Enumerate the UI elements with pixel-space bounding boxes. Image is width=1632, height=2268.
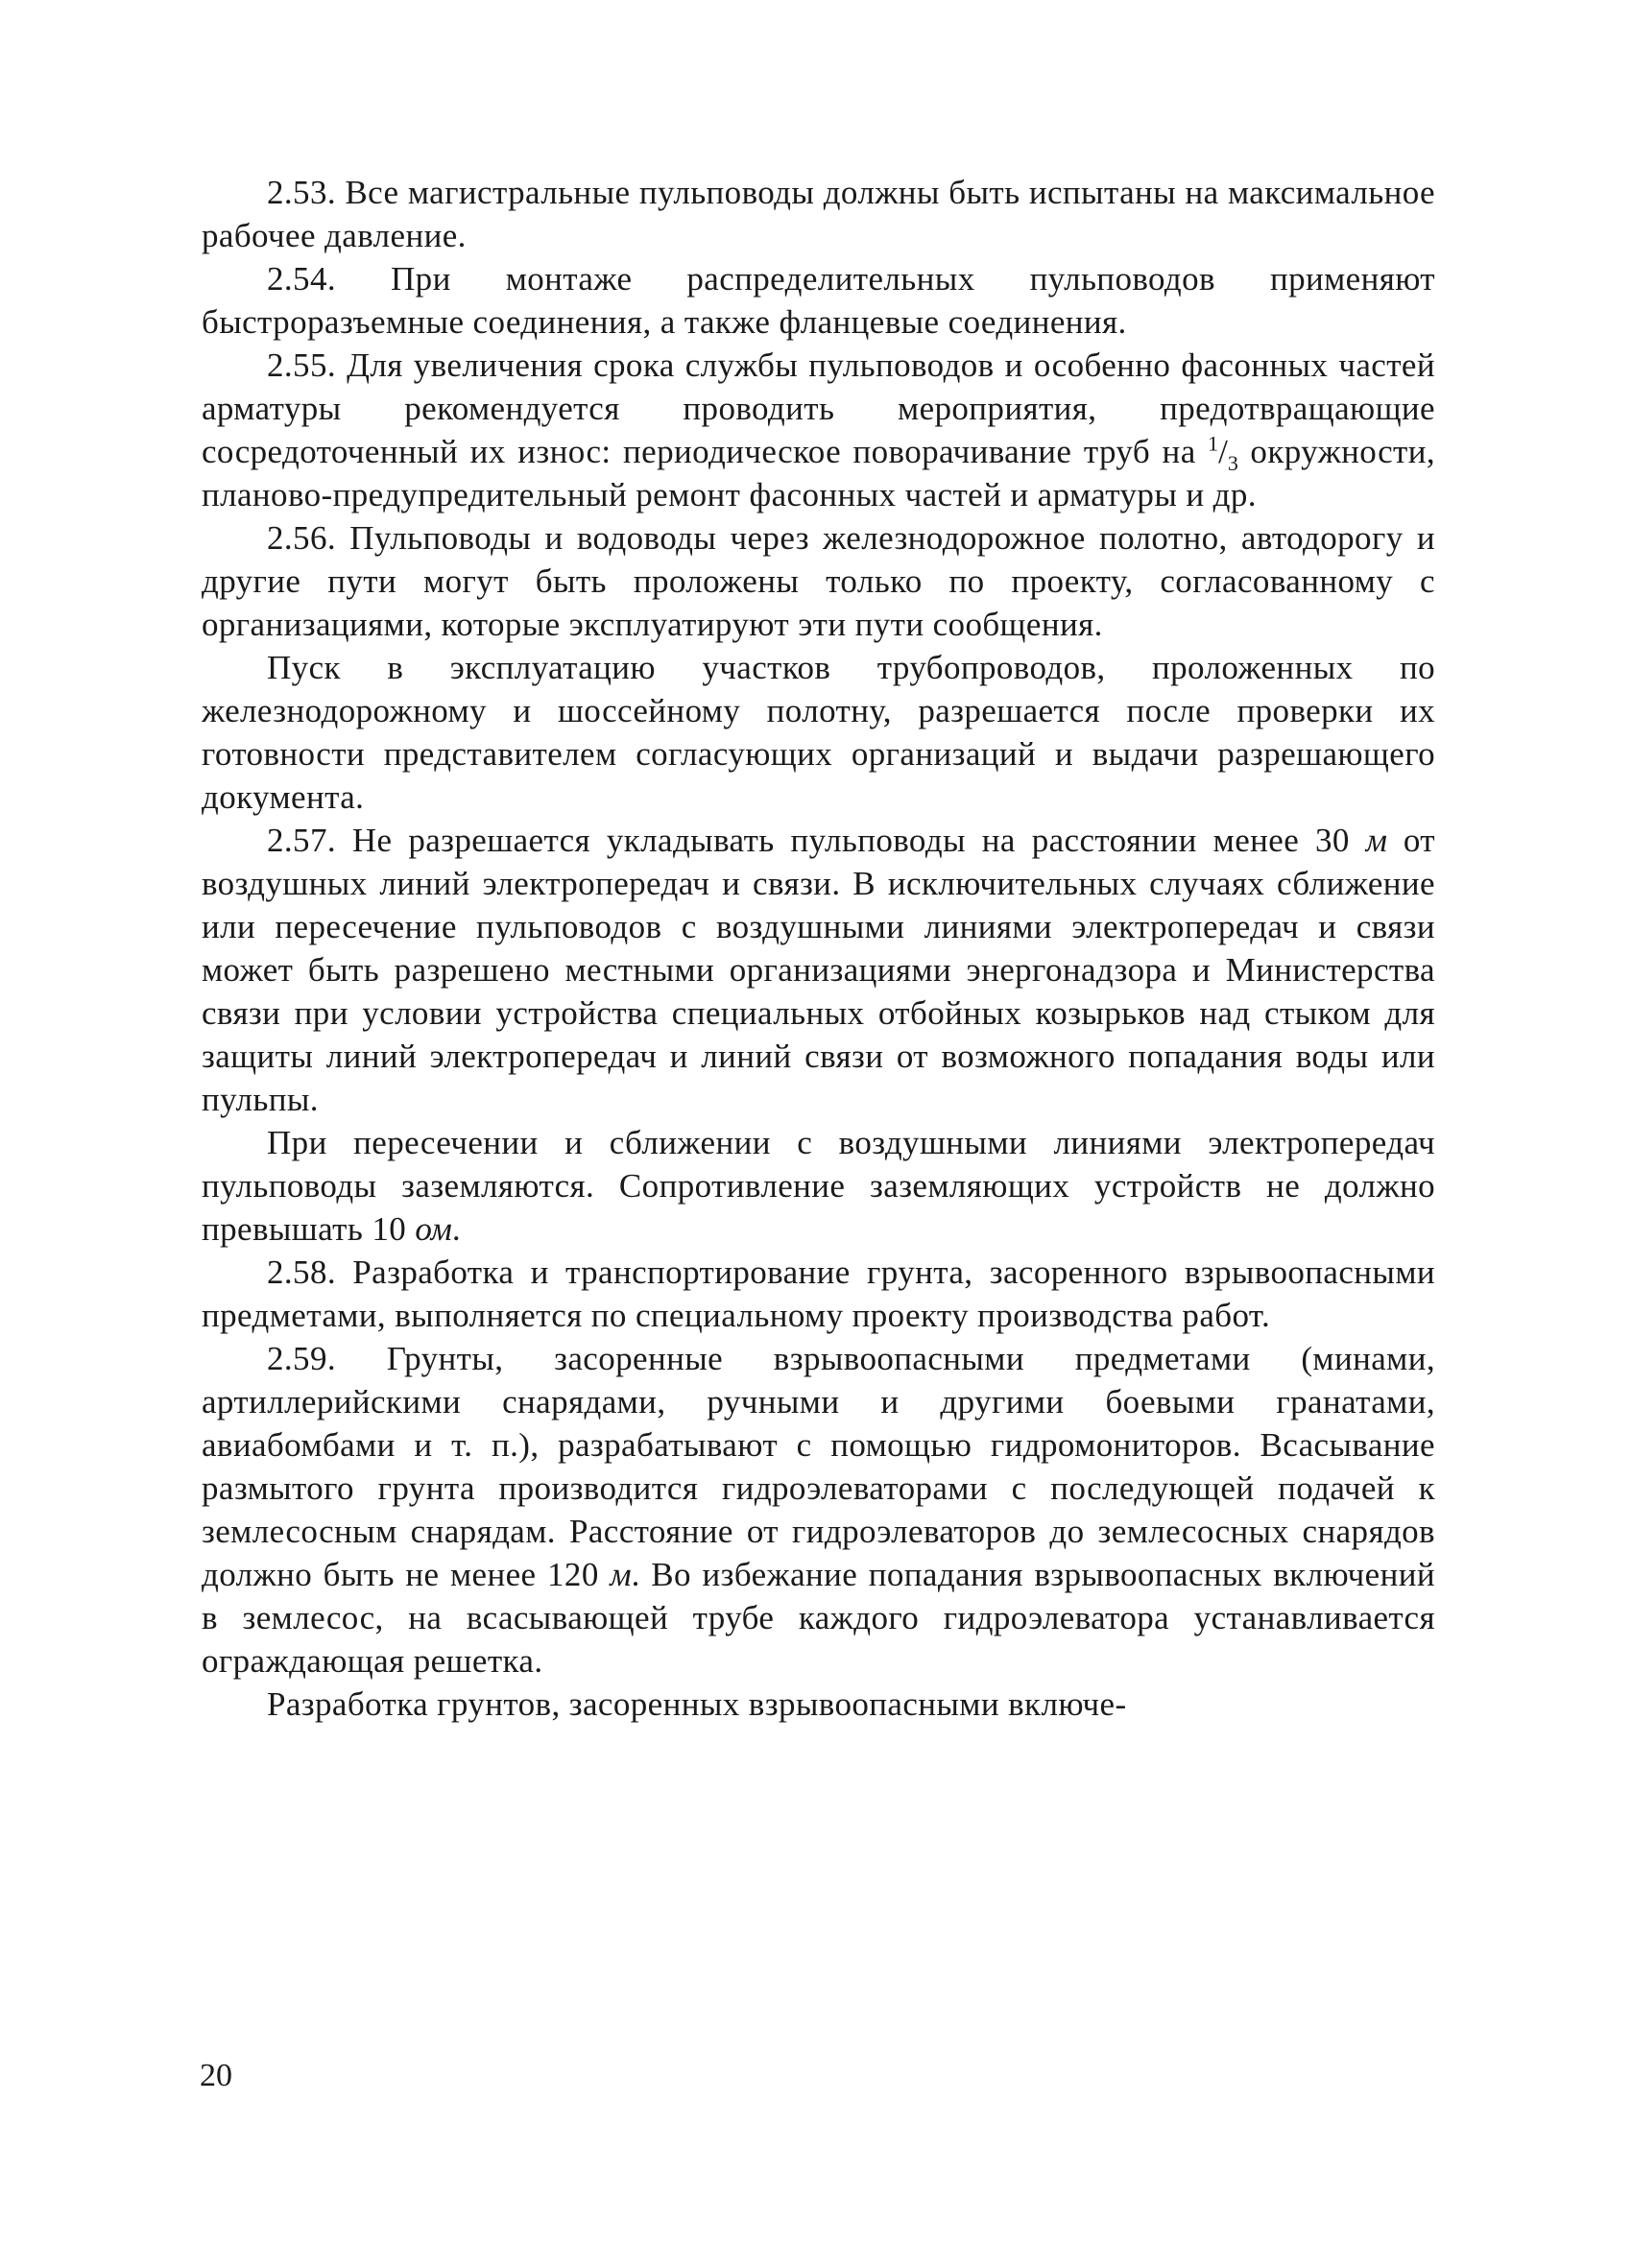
paragraph-2-55: 2.55. Для увеличения срока службы пульповодов и особенно фасонных частей арматуры рекомендуется проводить мероприятия, предотвращающие сосредоточенный их износ: периодическое поворачивание труб на $^1/_3$ окружности, планово-предупредительный ремонт фасонных частей и арматуры и др. xyxy=(202,346,1435,513)
paragraph-2-56: 2.56. Пульповоды и водоводы через железнодорожное полотно, автодорогу и другие пути могут быть проложены только по проекту, согласованному с организациями, которые эксплуатируют эти пути сообщения. xyxy=(202,519,1435,643)
paragraph-2-58: 2.58. Разработка и транспортирование грунта, засоренного взрывоопасными предметами, выполняется по специальному проекту производства работ. xyxy=(202,1253,1435,1334)
unit-meter: м xyxy=(1365,822,1387,859)
unit-meter: м xyxy=(610,1556,632,1593)
paragraph-2-53: 2.53. Все магистральные пульповоды должны быть испытаны на максимальное рабочее давление. xyxy=(202,174,1435,254)
document-body xyxy=(202,171,1435,2100)
paragraph-2-59: 2.59. Грунты, засоренные взрывоопасными предметами (минами, артиллерийскими снарядами, ручными и другими боевыми гранатами, авиабомбами и т. п.), разрабатывают с помощью гидромониторов. Всасывание размытого грунта производится гидроэлеваторами с последующей подачей к землесосным снарядам. Расстояние от гидроэлеваторов до землесосных снарядов должно быть не менее 120 м. Во избежание попадания взрывоопасных включений в землесос, на всасывающей трубе каждого гидроэлеватора устанавливается ограждающая решетка. xyxy=(202,1340,1435,1680)
unit-ohm: ом xyxy=(415,1210,452,1248)
paragraph-2-54: 2.54. При монтаже распределительных пульповодов применяют быстроразъемные соединения, а также фланцевые соединения. xyxy=(202,260,1435,341)
paragraph-2-57: 2.57. Не разрешается укладывать пульповоды на расстоянии менее 30 м от воздушных линий электропередач и связи. В исключительных случаях сближение или пересечение пульповодов с воздушными линиями электропередач и связи может быть разрешено местными организациями энергонадзора и Министерства связи при условии устройства специальных отбойных козырьков над стыком для защиты линий электропередач и линий связи от возможного попадания воды или пульпы. xyxy=(202,822,1435,1118)
paragraph-2-57-continued: При пересечении и сближении с воздушными линиями электропередач пульповоды заземляются. Сопротивление заземляющих устройств не должно превышать 10 ом. xyxy=(202,1124,1435,1248)
paragraph-2-59-continued: Разработка грунтов, засоренных взрывоопасными включе- xyxy=(267,1685,1127,1723)
paragraph-2-56-continued: Пуск в эксплуатацию участков трубопроводов, проложенных по железнодорожному и шоссейному полотну, разрешается после проверки их готовности представителем согласующих организаций и выдачи разрешающего документа. xyxy=(202,649,1435,816)
fraction-one-third: $^1/_3$ xyxy=(1208,431,1238,475)
page-number: 20 xyxy=(200,2058,232,2093)
